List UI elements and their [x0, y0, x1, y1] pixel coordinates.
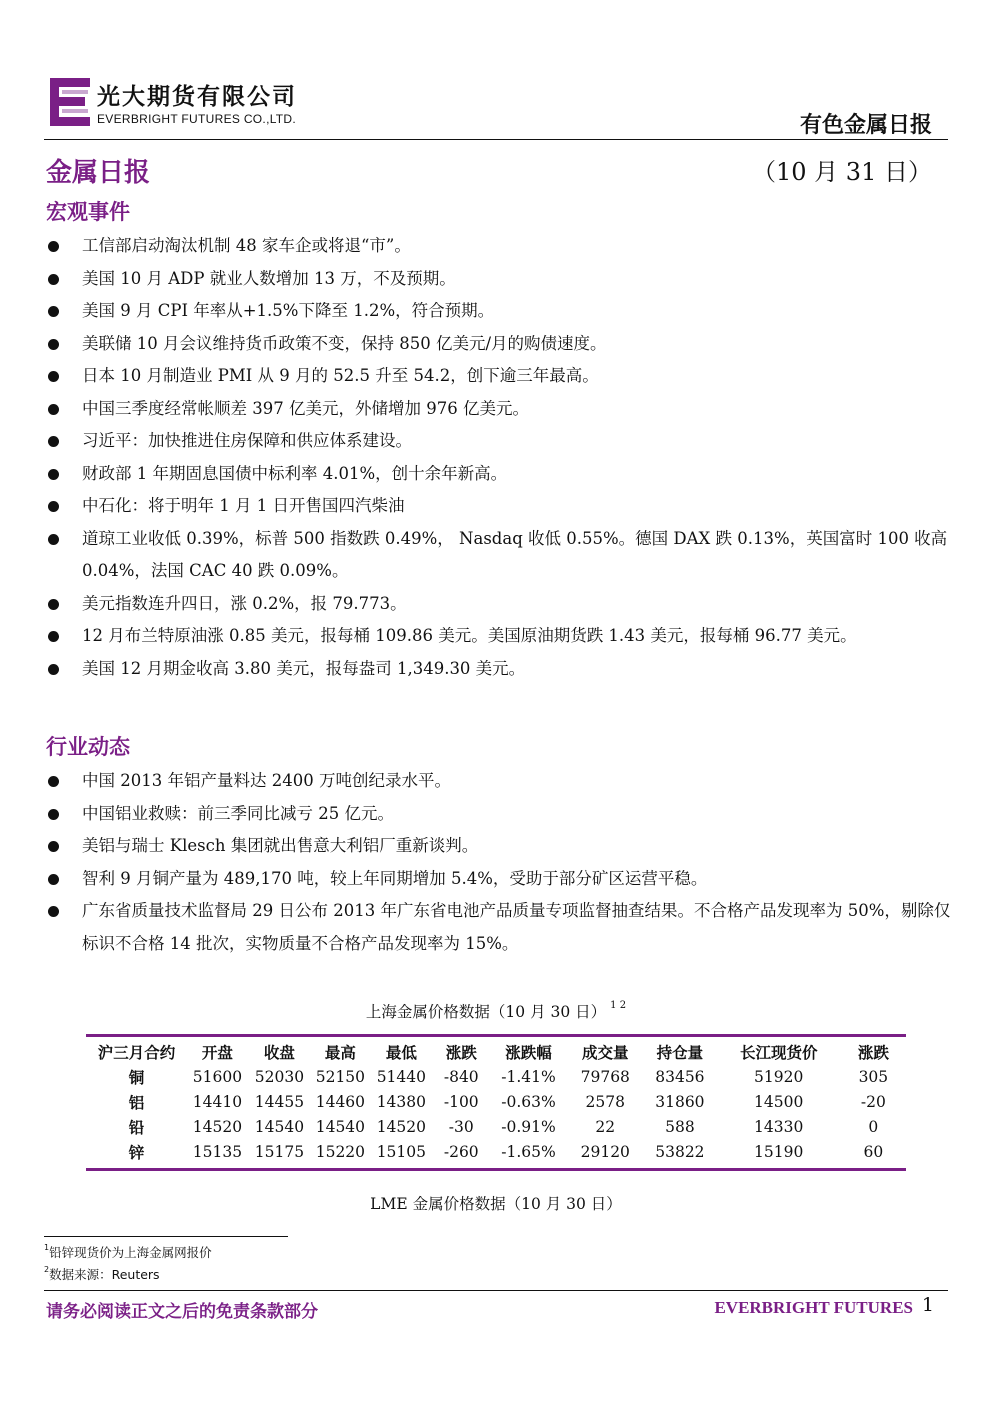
column-header: 沪三月合约	[97, 1043, 176, 1062]
footnote-number: 2	[44, 1265, 50, 1274]
table-cell: 0	[868, 1117, 879, 1136]
table-cell: 铜	[128, 1067, 145, 1087]
list-item: 美联储 10 月会议维持货币政策不变，保持 850 亿美元/月的购债速度。	[48, 328, 953, 361]
disclaimer-link[interactable]: 请务必阅读正文之后的免责条款部分	[46, 1302, 318, 1322]
table-bottom-rule	[86, 1168, 906, 1171]
list-item: 中国 2013 年铝产量料达 2400 万吨创纪录水平。	[48, 765, 953, 798]
company-logo-icon	[50, 78, 90, 126]
table-cell: 52030	[254, 1067, 305, 1086]
footnote-text: 铅锌现货价为上海金属网报价	[49, 1245, 212, 1260]
table-cell: -1.41%	[501, 1067, 556, 1086]
table-cell: -0.91%	[501, 1117, 556, 1136]
column-header: 涨跌幅	[505, 1043, 552, 1062]
table-cell: 31860	[655, 1092, 705, 1111]
table-cell: -840	[443, 1067, 479, 1086]
table-cell: 14380	[376, 1092, 426, 1111]
industry-list	[48, 765, 953, 960]
macro-list	[48, 230, 953, 685]
table-cell: 305	[858, 1067, 889, 1086]
header-divider	[44, 139, 948, 140]
lme-table-caption: LME 金属价格数据（10 月 30 日）	[370, 1195, 622, 1213]
footnote-1	[44, 1243, 212, 1261]
page-number: 1	[921, 1294, 934, 1316]
list-item: 工信部启动淘汰机制 48 家车企或将退“市”。	[48, 230, 953, 263]
table-cell: -260	[443, 1142, 479, 1161]
sh-table-caption	[0, 1000, 992, 1022]
table-cell: 83456	[655, 1067, 705, 1086]
page-title: 金属日报	[46, 158, 151, 188]
footnote-ref[interactable]: 1 2	[610, 1000, 627, 1011]
table-row	[86, 1139, 906, 1164]
table-cell: 14540	[315, 1117, 366, 1136]
table-cell: 60	[863, 1142, 884, 1161]
footnote-divider	[44, 1236, 288, 1237]
table-cell: 51600	[192, 1067, 243, 1086]
column-header: 最低	[385, 1043, 417, 1062]
column-header: 涨跌	[445, 1043, 477, 1062]
list-item: 美铝与瑞士 Klesch 集团就出售意大利铝厂重新谈判。	[48, 830, 953, 863]
table-cell: 22	[595, 1117, 616, 1136]
table-cell: -0.63%	[501, 1092, 556, 1111]
company-name-cn: 光大期货有限公司	[97, 83, 297, 110]
list-item: 美国 9 月 CPI 年率从+1.5%下降至 1.2%，符合预期。	[48, 295, 953, 328]
table-header-row	[86, 1040, 906, 1064]
table-cell: 51920	[754, 1067, 804, 1086]
list-item: 中国三季度经常帐顺差 397 亿美元，外储增加 976 亿美元。	[48, 393, 953, 426]
footer-divider	[44, 1290, 948, 1291]
table-cell: 29120	[580, 1142, 630, 1161]
table-cell: 79768	[580, 1067, 630, 1086]
table-cell: -30	[448, 1117, 474, 1136]
table-cell: 14500	[754, 1092, 804, 1111]
table-cell: 15190	[754, 1142, 804, 1161]
table-cell: 15105	[376, 1142, 426, 1161]
column-header: 成交量	[582, 1043, 629, 1062]
report-date: （10 月 31 日）	[752, 158, 932, 186]
table-cell: 15220	[315, 1142, 366, 1161]
sh-caption-text: 上海金属价格数据（10 月 30 日）	[365, 1003, 607, 1021]
table-cell: 14330	[754, 1117, 804, 1136]
table-cell: 15175	[254, 1142, 305, 1161]
footnote-number: 1	[44, 1243, 50, 1252]
list-item: 中国铝业救赎：前三季同比减亏 25 亿元。	[48, 798, 953, 831]
table-cell: -20	[860, 1092, 886, 1111]
table-row	[86, 1064, 906, 1089]
table-cell: 14540	[254, 1117, 305, 1136]
column-header: 持仓量	[656, 1043, 704, 1062]
column-header: 长江现货价	[739, 1043, 818, 1062]
table-cell: 14460	[315, 1092, 366, 1111]
table-cell: -1.65%	[501, 1142, 556, 1161]
column-header: 收盘	[263, 1043, 295, 1062]
list-item: 12 月布兰特原油涨 0.85 美元，报每桶 109.86 美元。美国原油期货跌 1.43 美元，报每桶 96.77 美元。	[48, 620, 953, 653]
table-cell: 锌	[128, 1142, 145, 1162]
table-cell: 14520	[192, 1117, 243, 1136]
list-item: 中石化：将于明年 1 月 1 日开售国四汽柴油	[48, 490, 953, 523]
list-item: 美国 12 月期金收高 3.80 美元，报每盎司 1,349.30 美元。	[48, 653, 953, 686]
table-cell: -100	[443, 1092, 479, 1111]
footnote-2	[44, 1265, 160, 1283]
table-cell: 铅	[128, 1117, 145, 1137]
table-cell: 52150	[315, 1067, 366, 1086]
table-cell: 588	[665, 1117, 695, 1136]
list-item: 日本 10 月制造业 PMI 从 9 月的 52.5 升至 54.2，创下逾三年最高。	[48, 360, 953, 393]
sh-price-table	[86, 1040, 906, 1164]
list-item: 财政部 1 年期固息国债中标利率 4.01%，创十余年新高。	[48, 458, 953, 491]
table-row	[86, 1114, 906, 1139]
column-header: 涨跌	[857, 1043, 889, 1062]
table-cell: 14410	[192, 1092, 243, 1111]
footnote-text: 数据来源：Reuters	[49, 1267, 160, 1282]
table-row	[86, 1089, 906, 1114]
report-type: 有色金属日报	[799, 112, 932, 138]
list-item: 广东省质量技术监督局 29 日公布 2013 年广东省电池产品质量专项监督抽查结果。不合格产品发现率为 50%，剔除仅标识不合格 14 批次，实物质量不合格产品发现率为 15%。	[48, 895, 953, 960]
company-name-en: EVERBRIGHT FUTURES CO.,LTD.	[97, 112, 297, 126]
footer-brand: EVERBRIGHT FUTURES	[714, 1298, 913, 1317]
table-cell: 2578	[585, 1092, 625, 1111]
list-item: 道琼工业收低 0.39%，标普 500 指数跌 0.49%， Nasdaq 收低 0.55%。德国 DAX 跌 0.13%，英国富时 100 收高 0.04%，法国 CAC 40 跌 0.09%。	[48, 523, 953, 588]
list-item: 美元指数连升四日，涨 0.2%，报 79.773。	[48, 588, 953, 621]
table-top-rule	[86, 1034, 906, 1037]
table-cell: 14455	[254, 1092, 305, 1111]
table-cell: 15135	[192, 1142, 243, 1161]
table-cell: 铝	[128, 1092, 145, 1112]
list-item: 习近平：加快推进住房保障和供应体系建设。	[48, 425, 953, 458]
list-item: 美国 10 月 ADP 就业人数增加 13 万，不及预期。	[48, 263, 953, 296]
table-cell: 53822	[655, 1142, 705, 1161]
table-cell: 14520	[376, 1117, 426, 1136]
column-header: 开盘	[201, 1043, 233, 1062]
macro-heading: 宏观事件	[46, 199, 130, 224]
industry-heading: 行业动态	[46, 734, 130, 759]
list-item: 智利 9 月铜产量为 489,170 吨，较上年同期增加 5.4%，受助于部分矿区运营平稳。	[48, 863, 953, 896]
table-cell: 51440	[376, 1067, 426, 1086]
column-header: 最高	[324, 1043, 356, 1062]
